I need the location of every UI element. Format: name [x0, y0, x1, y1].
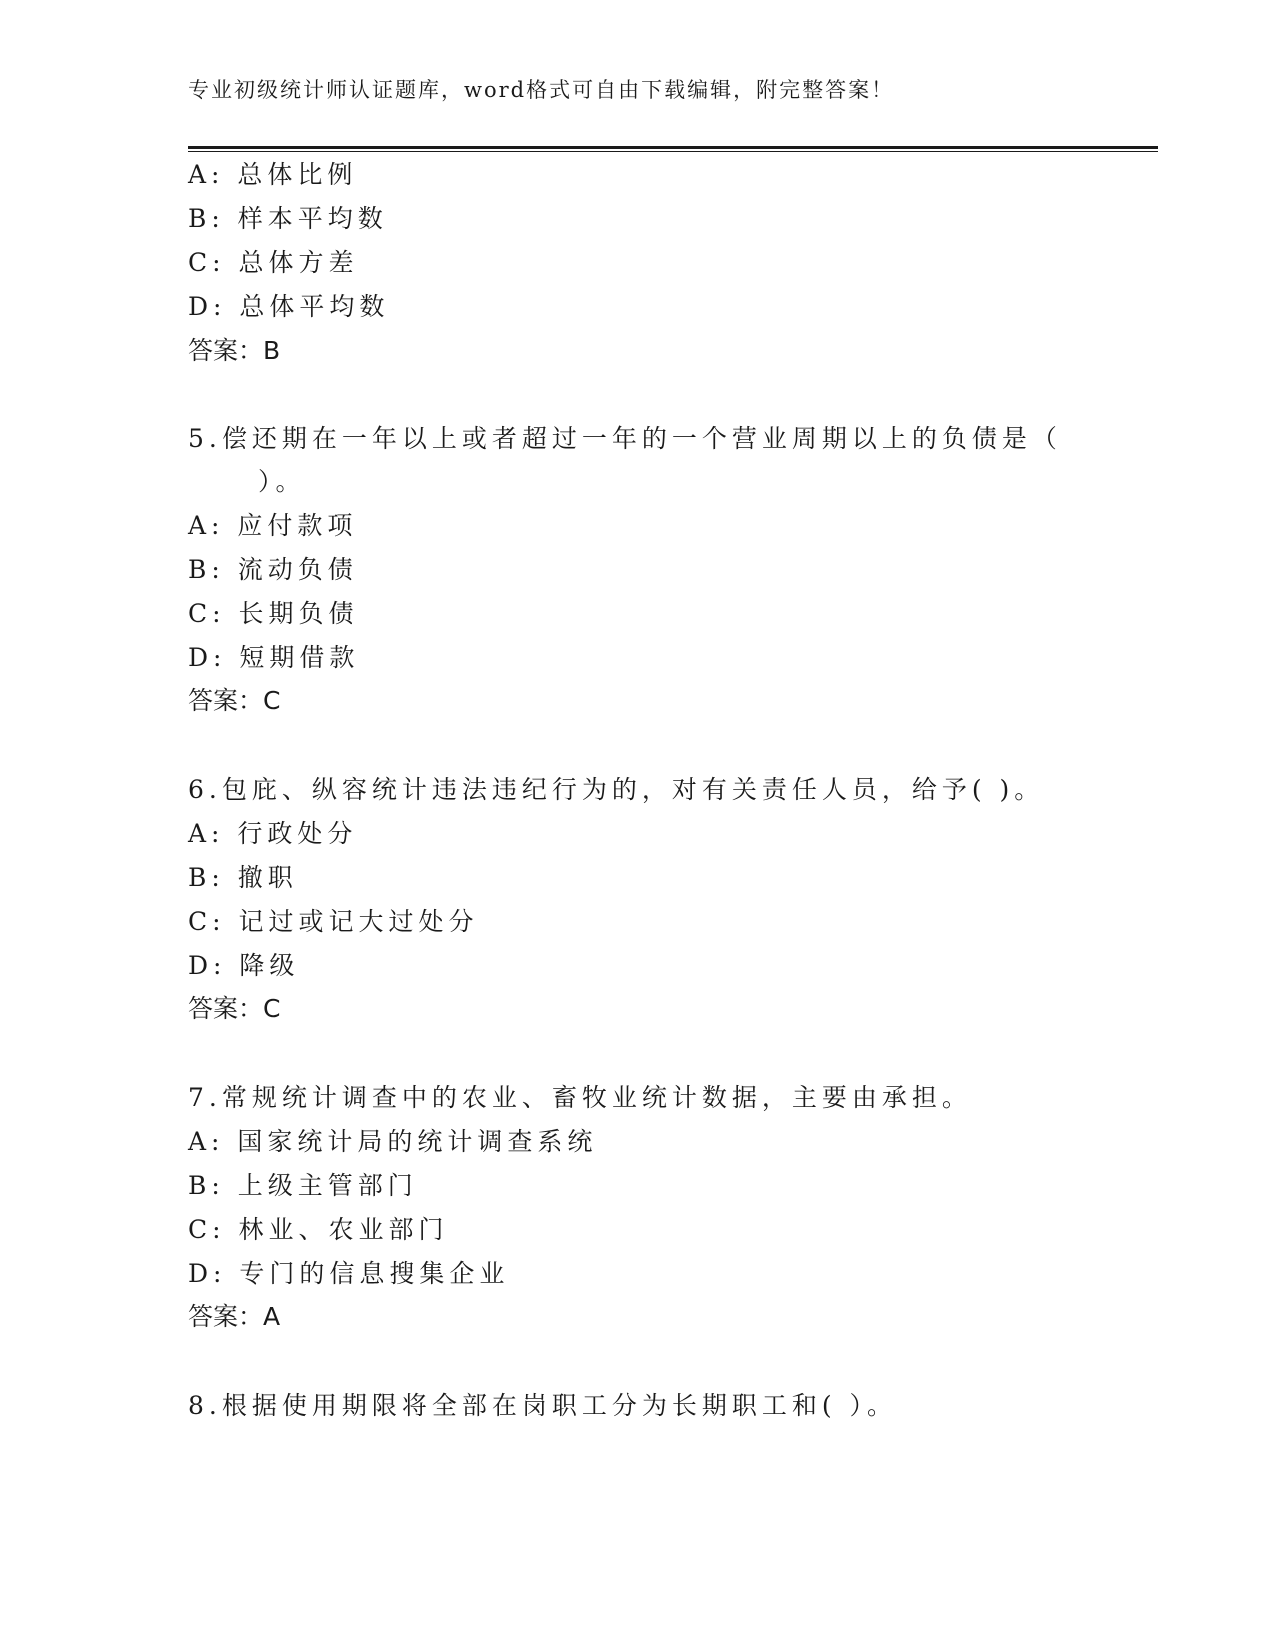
q4-option-b: B: 样本平均数	[188, 204, 388, 233]
q7-option-a: A: 国家统计局的统计调查系统	[188, 1127, 598, 1156]
q4-option-d: D: 总体平均数	[188, 292, 390, 321]
q4-option-a: A: 总体比例	[188, 160, 358, 189]
q6-option-c: C: 记过或记大过处分	[188, 907, 479, 936]
q5-stem-line2: ）。	[258, 467, 306, 496]
q7-option-d: D: 专门的信息搜集企业	[188, 1259, 510, 1288]
q6-answer: 答案：C	[188, 994, 281, 1023]
q8-stem: 8.根据使用期限将全部在岗职工分为长期职工和( ）。	[188, 1391, 898, 1420]
q4-answer: 答案：B	[188, 336, 281, 365]
q7-stem: 7.常规统计调查中的农业、畜牧业统计数据，主要由承担。	[188, 1083, 972, 1112]
q4-option-c: C: 总体方差	[188, 248, 359, 277]
q6-option-b: B: 撤职	[188, 863, 298, 892]
page-header: 专业初级统计师认证题库，word格式可自由下载编辑，附完整答案！	[188, 78, 895, 102]
q7-answer: 答案：A	[188, 1302, 281, 1331]
q5-option-c: C: 长期负债	[188, 599, 359, 628]
q5-option-b: B: 流动负债	[188, 555, 358, 584]
q6-option-a: A: 行政处分	[188, 819, 358, 848]
q5-option-d: D: 短期借款	[188, 643, 360, 672]
q7-option-c: C: 林业、农业部门	[188, 1215, 449, 1244]
q5-stem-line1: 5.偿还期在一年以上或者超过一年的一个营业周期以上的负债是（	[188, 424, 1062, 453]
header-rule-thin	[188, 151, 1158, 152]
q6-stem: 6.包庇、纵容统计违法违纪行为的，对有关责任人员，给予( )。	[188, 775, 1045, 804]
q6-option-d: D: 降级	[188, 951, 300, 980]
header-rule-thick	[188, 146, 1158, 149]
q7-option-b: B: 上级主管部门	[188, 1171, 418, 1200]
q5-answer: 答案：C	[188, 686, 281, 715]
q5-option-a: A: 应付款项	[188, 511, 358, 540]
